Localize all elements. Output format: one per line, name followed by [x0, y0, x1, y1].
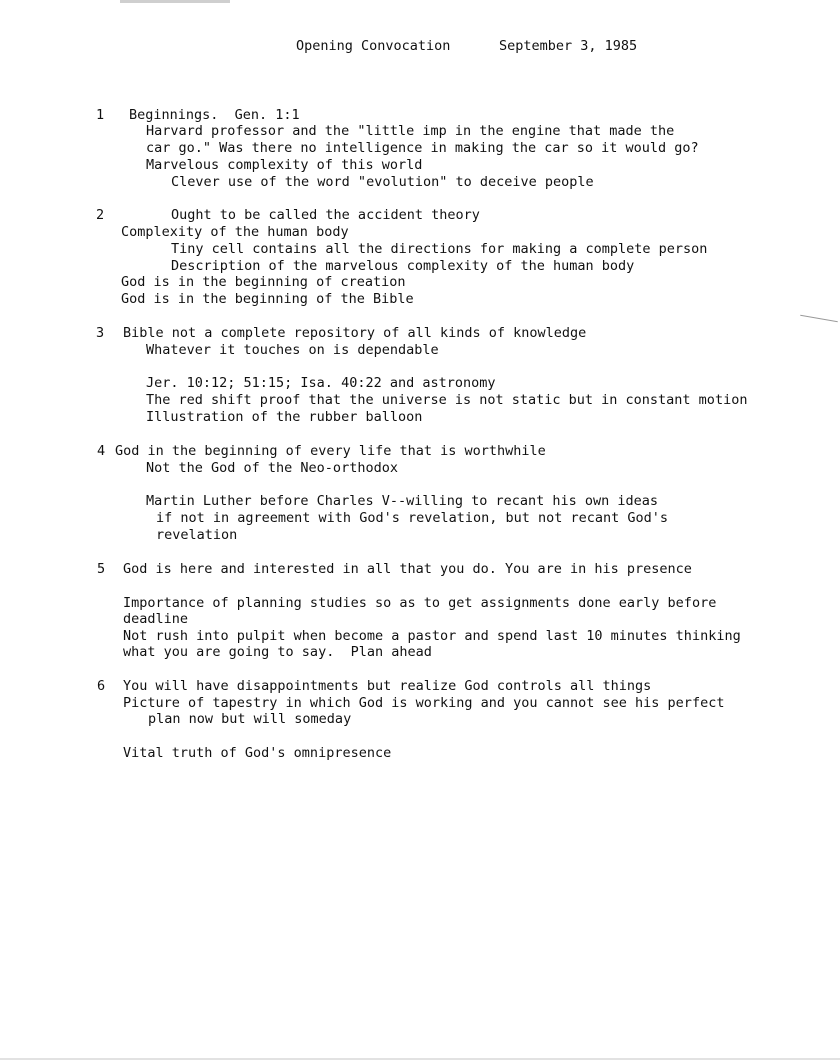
section-4-line-1: God in the beginning of every life that is worthwhile: [115, 443, 546, 459]
section-4-line-3: Martin Luther before Charles V--willing to recant his own ideas: [146, 493, 659, 509]
document-title: Opening Convocation: [296, 38, 451, 54]
section-6-line-1: You will have disappointments but realize God controls all things: [123, 678, 652, 694]
section-3-line-5: Illustration of the rubber balloon: [146, 409, 423, 425]
section-6-line-4: Vital truth of God's omnipresence: [123, 745, 392, 761]
section-5-line-3: deadline: [123, 611, 189, 627]
section-6-line-2: Picture of tapestry in which God is working and you cannot see his perfect: [123, 695, 725, 711]
section-2-line-1: Ought to be called the accident theory: [171, 207, 480, 223]
section-number-1: 1: [96, 107, 105, 123]
section-1-line-2: Harvard professor and the "little imp in the engine that made the: [146, 123, 675, 139]
section-2-line-6: God is in the beginning of the Bible: [121, 291, 414, 307]
scan-stroke-right: [800, 315, 838, 323]
section-3-line-1: Bible not a complete repository of all kinds of knowledge: [123, 325, 587, 341]
section-4-line-4: if not in agreement with God's revelation, but not recant God's: [156, 510, 669, 526]
scan-edge-mark-bottom: [0, 1058, 840, 1060]
section-4-line-5: revelation: [156, 527, 238, 543]
section-5-line-5: what you are going to say. Plan ahead: [123, 644, 432, 660]
section-6-line-3: plan now but will someday: [148, 711, 352, 727]
section-1-line-1: Beginnings. Gen. 1:1: [129, 107, 300, 123]
section-2-line-3: Tiny cell contains all the directions for making a complete person: [171, 241, 708, 257]
document-date: September 3, 1985: [499, 38, 638, 54]
section-5-line-1: God is here and interested in all that you do. You are in his presence: [123, 561, 692, 577]
section-1-line-3: car go." Was there no intelligence in making the car so it would go?: [146, 140, 699, 156]
section-1-line-4: Marvelous complexity of this world: [146, 157, 423, 173]
section-2-line-5: God is in the beginning of creation: [121, 274, 406, 290]
section-number-2: 2: [96, 207, 105, 223]
section-4-line-2: Not the God of the Neo-orthodox: [146, 460, 398, 476]
section-3-line-3: Jer. 10:12; 51:15; Isa. 40:22 and astronomy: [146, 375, 496, 391]
section-2-line-2: Complexity of the human body: [121, 224, 349, 240]
section-5-line-2: Importance of planning studies so as to get assignments done early before: [123, 595, 717, 611]
section-number-5: 5: [97, 561, 106, 577]
scan-edge-mark-top: [120, 0, 230, 3]
section-number-3: 3: [96, 325, 105, 341]
section-2-line-4: Description of the marvelous complexity of the human body: [171, 258, 635, 274]
section-number-6: 6: [97, 678, 106, 694]
section-1-line-5: Clever use of the word "evolution" to deceive people: [171, 174, 594, 190]
section-5-line-4: Not rush into pulpit when become a pastor and spend last 10 minutes thinking: [123, 628, 741, 644]
section-3-line-2: Whatever it touches on is dependable: [146, 342, 439, 358]
section-number-4: 4: [97, 443, 106, 459]
section-3-line-4: The red shift proof that the universe is not static but in constant motion: [146, 392, 748, 408]
